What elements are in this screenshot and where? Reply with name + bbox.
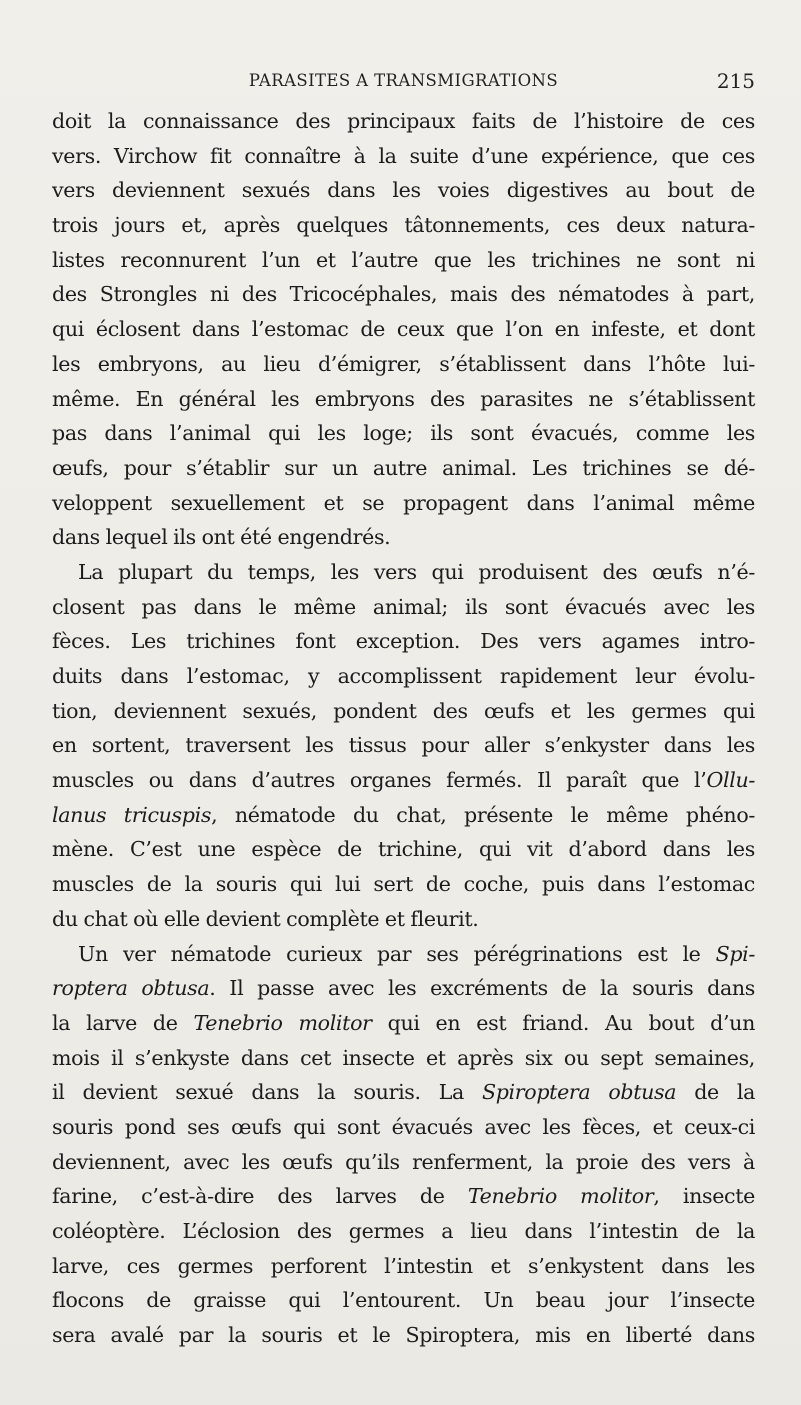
italic-text: Ollu-: [706, 768, 755, 793]
text-run: doit la connaissance des principaux faits de l’histoire de ces: [52, 109, 755, 133]
text-run: trois jours et, après quelques tâtonnements, ces deux natura-: [52, 213, 755, 238]
text-line: [52, 208, 755, 243]
text-line: [52, 1283, 755, 1318]
text-line: [52, 486, 755, 521]
text-line: [52, 694, 755, 729]
text-run: , nématode du chat, présente le même phéno-: [211, 802, 755, 827]
text-line: [52, 832, 755, 867]
text-line: [52, 277, 755, 312]
running-title: PARASITES A TRANSMIGRATIONS: [248, 71, 559, 90]
italic-text: roptera obtusa: [52, 976, 210, 1001]
text-line: [52, 139, 755, 174]
text-run: qui en est friand. Au bout d’un: [371, 1010, 755, 1035]
text-line: [52, 520, 755, 555]
text-run: même. En général les embryons des parasites ne s’établissent: [52, 386, 755, 411]
text-run: listes reconnurent l’un et l’autre que les trichines ne sont ni: [52, 247, 755, 272]
text-line: [52, 1145, 755, 1180]
text-line: [52, 1110, 755, 1145]
text-run: vers deviennent sexués dans les voies digestives au bout de: [52, 178, 755, 203]
text-run: souris pond ses œufs qui sont évacués avec les fèces, et ceux-ci: [52, 1114, 755, 1139]
text-line: [52, 416, 755, 451]
text-run: la larve de: [52, 1010, 194, 1035]
text-line: [52, 937, 755, 972]
text-run: farine, c’est-à-dire des larves de: [52, 1184, 468, 1209]
text-line: [52, 451, 755, 486]
text-run: des Strongles ni des Tricocéphales, mais des nématodes à part,: [52, 282, 755, 307]
text-run: pas dans l’animal qui les loge; ils sont évacués, comme les: [52, 421, 755, 446]
text-run: duits dans l’estomac, y accomplissent rapidement leur évolu-: [52, 664, 755, 688]
text-line: [52, 312, 755, 347]
text-run: mois il s’enkyste dans cet insecte et après six ou sept semaines,: [52, 1045, 755, 1070]
text-line: [52, 867, 755, 902]
text-run: en sortent, traversent les tissus pour aller s’enkyster dans les: [52, 733, 755, 758]
text-run: coléoptère. L’éclosion des germes a lieu dans l’intestin de la: [52, 1219, 755, 1243]
italic-text: Spi-: [715, 941, 755, 966]
text-line: [52, 1006, 755, 1041]
text-line: [52, 1179, 755, 1214]
text-run: il devient sexué dans la souris. La: [52, 1080, 482, 1105]
text-run: muscles ou dans d’autres organes fermés. Il paraît que l’: [52, 768, 707, 793]
text-line: [52, 1318, 755, 1353]
italic-text: Tenebrio molitor: [193, 1010, 372, 1035]
text-line: [52, 902, 755, 937]
text-run: . Il passe avec les excréments de la souris dans: [209, 976, 756, 1001]
text-line: [52, 1041, 755, 1076]
text-run: flocons de graisse qui l’entourent. Un beau jour l’insecte: [52, 1288, 755, 1313]
text-run: vers. Virchow fit connaître à la suite d’une expérience, que ces: [52, 143, 755, 168]
text-run: veloppent sexuellement et se propagent dans l’animal même: [52, 490, 755, 515]
running-head: [52, 66, 755, 96]
italic-text: lanus tricuspis: [52, 802, 212, 827]
text-run: tion, deviennent sexués, pondent des œufs et les germes qui: [52, 698, 755, 723]
text-run: muscles de la souris qui lui sert de coche, puis dans l’estomac: [52, 872, 755, 897]
text-line: [52, 590, 755, 625]
italic-text: Tenebrio molitor: [467, 1184, 654, 1209]
text-run: , insecte: [653, 1184, 755, 1209]
text-line: [52, 104, 755, 139]
text-line: [52, 624, 755, 659]
text-line: [52, 382, 755, 417]
body-text: [52, 104, 755, 1353]
text-run: œufs, pour s’établir sur un autre animal. Les trichines se dé-: [52, 455, 755, 480]
text-run: Un ver nématode curieux par ses pérégrinations est le: [78, 941, 716, 966]
text-line: [52, 555, 755, 590]
text-run: de la: [676, 1080, 756, 1105]
text-line: [52, 347, 755, 382]
text-run: mène. C’est une espèce de trichine, qui vit d’abord dans les: [52, 837, 755, 862]
text-run: deviennent, avec les œufs qu’ils renferment, la proie des vers à: [52, 1149, 755, 1174]
text-run: larve, ces germes perforent l’intestin et s’enkystent dans les: [52, 1253, 755, 1278]
text-run: La plupart du temps, les vers qui produisent des œufs n’é-: [78, 559, 755, 584]
text-run: du chat où elle devient complète et fleurit.: [52, 906, 479, 931]
text-run: dans lequel ils ont été engendrés.: [52, 525, 391, 550]
text-line: [52, 1249, 755, 1284]
text-run: les embryons, au lieu d’émigrer, s’établissent dans l’hôte lui-: [52, 351, 755, 376]
page-number: 215: [716, 69, 755, 93]
text-run: qui éclosent dans l’estomac de ceux que l’on en infeste, et dont: [52, 317, 755, 342]
text-line: [52, 1075, 755, 1110]
text-line: [52, 798, 755, 833]
text-line: [52, 659, 755, 694]
text-line: [52, 1214, 755, 1249]
text-line: [52, 728, 755, 763]
text-line: [52, 173, 755, 208]
italic-text: Spiroptera obtusa: [481, 1080, 677, 1105]
text-run: closent pas dans le même animal; ils sont évacués avec les: [52, 594, 755, 619]
text-run: sera avalé par la souris et le Spiroptera, mis en liberté dans: [52, 1323, 755, 1348]
text-run: fèces. Les trichines font exception. Des vers agames intro-: [52, 629, 755, 654]
text-line: [52, 971, 755, 1006]
text-line: [52, 243, 755, 278]
text-line: [52, 763, 755, 798]
